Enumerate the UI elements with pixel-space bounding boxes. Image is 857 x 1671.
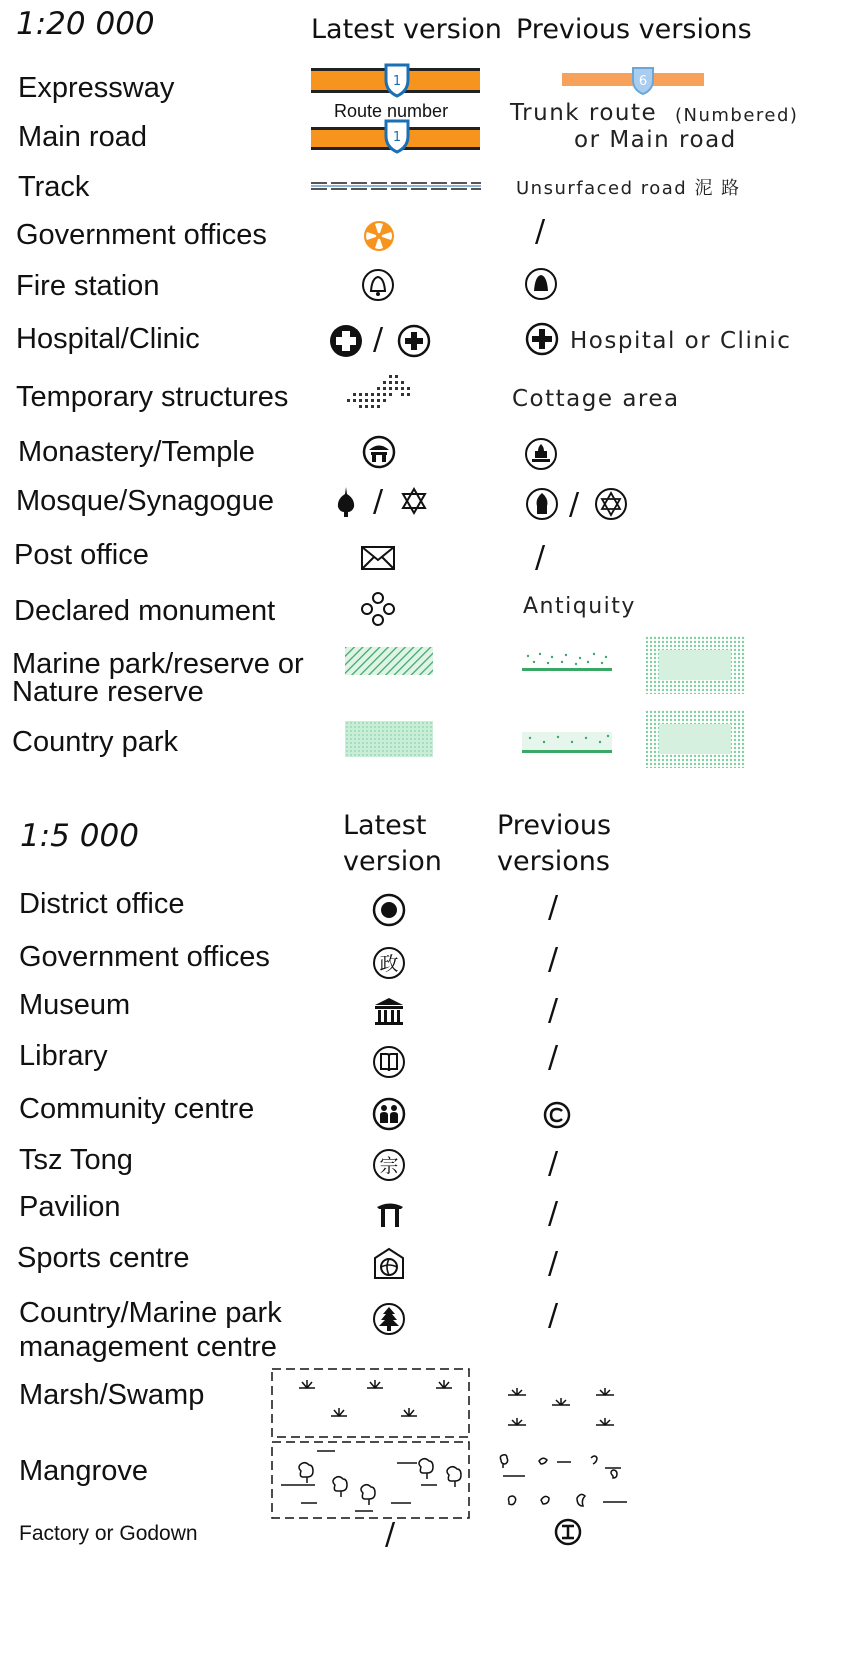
temporary-structures-symbol [345, 373, 415, 411]
label-country-marine-park-2: management centre [19, 1331, 277, 1363]
label-monastery-temple: Monastery/Temple [18, 436, 255, 468]
label-district-office: District office [19, 888, 185, 920]
prev-synagogue-icon [594, 487, 628, 521]
prev-nature-reserve-symbol [645, 636, 745, 694]
label-community-centre: Community centre [19, 1093, 255, 1125]
scale-title-5000: 1:5 000 [20, 818, 139, 854]
col-header-previous-2: versions [497, 846, 610, 877]
mosque-slash: / [373, 484, 384, 519]
prev-or-main-road-text: or Main road [574, 127, 737, 153]
prev-numbered-text: (Numbered) [675, 105, 799, 126]
prev-library-none: / [548, 1040, 559, 1075]
library-book-icon [372, 1045, 406, 1079]
hospital-large-icon [328, 323, 364, 359]
label-government-offices-5000: Government offices [19, 941, 270, 973]
label-tsz-tong: Tsz Tong [19, 1144, 133, 1176]
col-header-latest-2: version [343, 846, 442, 877]
prev-tsz-tong-none: / [548, 1146, 559, 1181]
col-header-previous: Previous versions [516, 14, 752, 45]
sports-centre-icon [372, 1247, 406, 1281]
route-number-label: Route number [334, 101, 449, 121]
label-temporary-structures: Temporary structures [16, 381, 289, 413]
track-symbol [311, 180, 481, 192]
fire-station-bell-icon [361, 268, 395, 302]
label-marsh-swamp: Marsh/Swamp [19, 1379, 205, 1411]
label-marine-park-2: Nature reserve [12, 676, 204, 708]
prev-antiquity-text: Antiquity [523, 594, 636, 619]
factory-latest-none: / [385, 1517, 396, 1552]
monastery-temple-icon [362, 435, 396, 469]
prev-government-offices-5000-none: / [548, 942, 559, 977]
mangrove-symbol [271, 1441, 470, 1519]
prev-unsurfaced-road-text: Unsurfaced road 泥 路 [516, 178, 741, 199]
label-country-park: Country park [12, 726, 179, 758]
clinic-icon [397, 324, 431, 358]
prev-community-centre-icon [543, 1101, 571, 1129]
country-park-symbol [345, 721, 433, 757]
col-header-latest-1: Latest [343, 810, 427, 841]
label-factory-godown: Factory or Godown [19, 1522, 198, 1545]
community-centre-icon [372, 1097, 406, 1131]
marine-park-symbol [345, 647, 433, 675]
tsz-tong-char-icon [372, 1148, 406, 1182]
label-marine-park-1: Marine park/reserve or [12, 648, 304, 680]
prev-district-office-none: / [548, 890, 559, 925]
svg-text:政: 政 [379, 953, 399, 975]
label-main-road: Main road [18, 121, 147, 153]
park-management-tree-icon [372, 1302, 406, 1336]
prev-hospital-text: Hospital or Clinic [570, 328, 792, 354]
svg-text:1: 1 [392, 130, 402, 145]
prev-hospital-icon [525, 322, 559, 356]
label-mosque-synagogue: Mosque/Synagogue [16, 485, 274, 517]
prev-marsh-swamp-symbol [500, 1383, 625, 1439]
route-shield-icon [383, 62, 411, 98]
label-mangrove: Mangrove [19, 1455, 148, 1487]
prev-sports-centre-none: / [548, 1246, 559, 1281]
label-expressway: Expressway [18, 72, 175, 104]
prev-country-park-symbol [522, 730, 612, 756]
col-header-previous-1: Previous [497, 810, 612, 841]
prev-museum-none: / [548, 993, 559, 1028]
label-country-marine-park-1: Country/Marine park [19, 1297, 282, 1329]
label-fire-station: Fire station [16, 270, 160, 302]
svg-text:宗: 宗 [379, 1155, 399, 1177]
prev-park-management-none: / [548, 1298, 559, 1333]
scale-title-20000: 1:20 000 [16, 6, 155, 42]
post-office-envelope-icon [360, 545, 396, 571]
marsh-swamp-symbol [271, 1368, 470, 1438]
prev-mosque-icon [525, 487, 559, 521]
label-pavilion: Pavilion [19, 1191, 121, 1223]
declared-monument-icon [359, 590, 397, 628]
label-hospital-clinic: Hospital/Clinic [16, 323, 200, 355]
prev-route-shield-icon [630, 66, 656, 96]
prev-cottage-area-text: Cottage area [512, 386, 680, 412]
prev-mangrove-symbol [495, 1452, 635, 1524]
prev-marine-park-symbol [522, 650, 612, 674]
prev-pavilion-none: / [548, 1196, 559, 1231]
prev-post-office-none: / [535, 540, 546, 575]
museum-icon [372, 995, 406, 1027]
label-government-offices: Government offices [16, 219, 267, 251]
label-library: Library [19, 1040, 108, 1072]
prev-mosque-slash: / [569, 487, 580, 522]
route-shield-icon-main [383, 118, 411, 154]
col-header-latest: Latest version [311, 14, 502, 45]
prev-monastery-icon [524, 437, 558, 471]
pavilion-icon [375, 1199, 405, 1229]
prev-government-offices-none: / [535, 214, 546, 249]
label-sports-centre: Sports centre [17, 1242, 190, 1274]
label-museum: Museum [19, 989, 131, 1021]
prev-country-park-area-symbol [645, 710, 745, 768]
label-declared-monument: Declared monument [14, 595, 276, 627]
label-track: Track [18, 171, 90, 203]
svg-text:1: 1 [392, 74, 402, 89]
prev-trunk-route-text: Trunk route [510, 100, 658, 126]
label-post-office: Post office [14, 539, 149, 571]
svg-text:6: 6 [638, 74, 648, 89]
government-offices-char-icon [372, 946, 406, 980]
prev-fire-station-bell-icon [524, 267, 558, 301]
hospital-slash: / [373, 322, 384, 357]
government-offices-icon [362, 219, 396, 253]
district-office-icon [372, 893, 406, 927]
mosque-icon [334, 485, 358, 521]
synagogue-star-icon [399, 486, 429, 516]
prev-factory-icon [554, 1518, 582, 1546]
